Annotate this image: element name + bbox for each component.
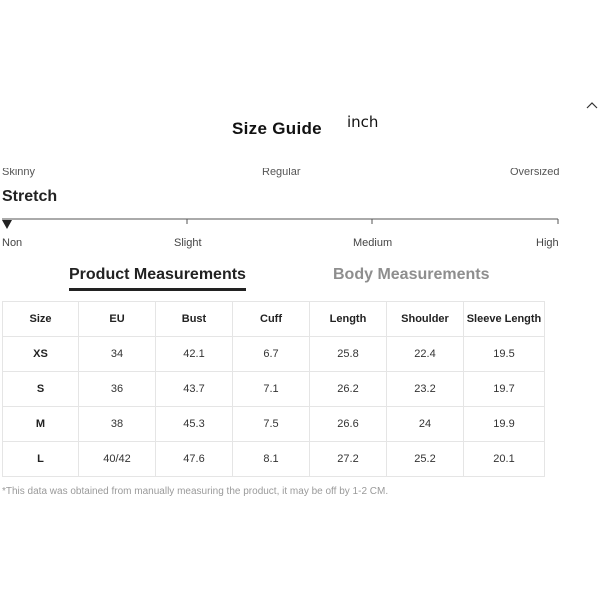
stretch-level-high: High [536, 237, 559, 249]
table-cell: 19.7 [464, 372, 545, 407]
table-cell: 26.2 [310, 372, 387, 407]
table-cell: 38 [79, 407, 156, 442]
stretch-level-slight: Slight [174, 237, 202, 249]
page-title: Size Guide [232, 119, 322, 138]
table-cell: L [3, 442, 79, 477]
table-row [3, 337, 545, 372]
table-cell: 22.4 [387, 337, 464, 372]
table-cell: 45.3 [156, 407, 233, 442]
table-cell: 7.1 [233, 372, 310, 407]
stretch-level-non: Non [2, 237, 23, 249]
table-cell: 42.1 [156, 337, 233, 372]
table-cell: XS [3, 337, 79, 372]
table-cell: 40/42 [79, 442, 156, 477]
size-guide-header [0, 113, 600, 143]
table-cell: 25.2 [387, 442, 464, 477]
column-header-sleeve-length: Sleeve Length [464, 302, 545, 337]
column-header-length: Length [310, 302, 387, 337]
stretch-title: Stretch [2, 188, 58, 205]
table-cell: M [3, 407, 79, 442]
column-header-eu: EU [79, 302, 156, 337]
tab-body-measurements[interactable]: Body Measurements [333, 266, 490, 283]
table-cell: 26.6 [310, 407, 387, 442]
fit-label-oversized: Oversized [510, 168, 560, 178]
chevron-up-icon[interactable] [586, 97, 598, 107]
stretch-level-medium: Medium [353, 237, 393, 249]
table-cell: 27.2 [310, 442, 387, 477]
measurement-note: *This data was obtained from manually measuring the product, it may be off by 1-2 CM. [2, 486, 389, 497]
fit-label-regular: Regular [262, 168, 301, 178]
table-cell: 36 [79, 372, 156, 407]
table-row [3, 372, 545, 407]
tab-product-measurements[interactable]: Product Measurements [69, 266, 246, 291]
column-header-cuff: Cuff [233, 302, 310, 337]
table-cell: 43.7 [156, 372, 233, 407]
table-cell: 24 [387, 407, 464, 442]
column-header-bust: Bust [156, 302, 233, 337]
fit-scale-labels [0, 168, 600, 180]
table-cell: S [3, 372, 79, 407]
table-cell: 25.8 [310, 337, 387, 372]
table-cell: 6.7 [233, 337, 310, 372]
column-header-size: Size [3, 302, 79, 337]
table-cell: 7.5 [233, 407, 310, 442]
fit-label-skinny: Skinny [2, 168, 36, 178]
size-table [2, 301, 545, 477]
unit-toggle[interactable]: inch [347, 113, 379, 131]
table-cell: 19.9 [464, 407, 545, 442]
table-cell: 19.5 [464, 337, 545, 372]
table-cell: 23.2 [387, 372, 464, 407]
measurement-tabs [0, 262, 600, 292]
stretch-marker-icon [2, 220, 12, 229]
table-row [3, 442, 545, 477]
table-cell: 20.1 [464, 442, 545, 477]
column-header-shoulder: Shoulder [387, 302, 464, 337]
stretch-scale-line [0, 212, 562, 234]
table-cell: 34 [79, 337, 156, 372]
table-row [3, 407, 545, 442]
table-cell: 8.1 [233, 442, 310, 477]
table-header-row [3, 302, 545, 337]
table-cell: 47.6 [156, 442, 233, 477]
stretch-scale [0, 212, 562, 252]
